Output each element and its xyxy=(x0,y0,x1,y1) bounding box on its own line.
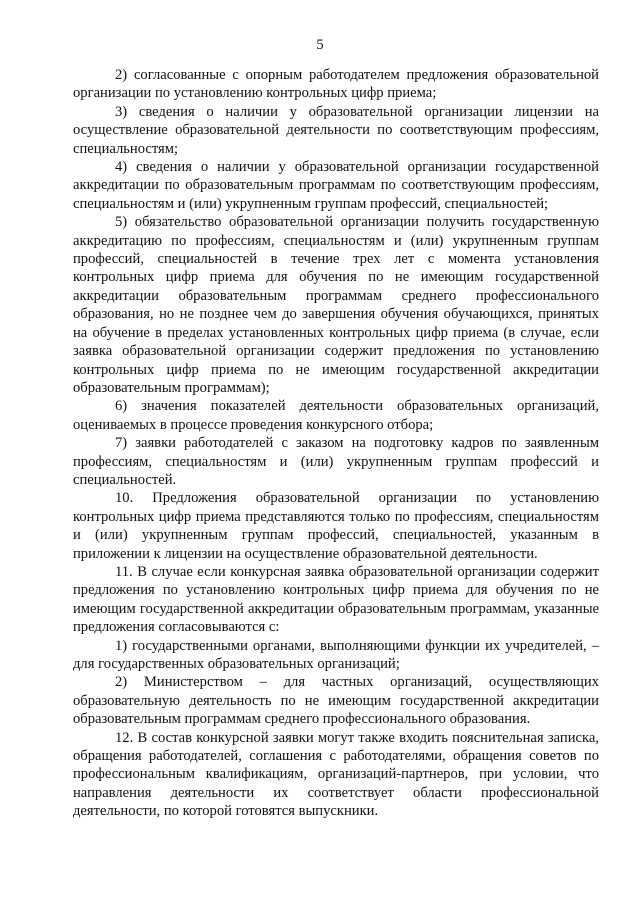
paragraph-clause-11-item-2: 2) Министерством – для частных организаций, осуществляющих образовательную деятельность по не имеющим государственной аккредитации образовательным программам среднего профессионального образования. xyxy=(73,674,599,728)
paragraph-item-2: 2) согласованные с опорным работодателем предложения образовательной организации по установлению контрольных цифр приема; xyxy=(73,67,599,102)
document-body xyxy=(73,66,599,821)
paragraph-item-3: 3) сведения о наличии у образовательной организации лицензии на осуществление образовательной деятельности по соответствующим профессиям, специальностям; xyxy=(73,103,599,157)
paragraph-item-6: 6) значения показателей деятельности образовательных организаций, оцениваемых в процессе проведения конкурсного отбора; xyxy=(73,398,599,433)
paragraph-item-7: 7) заявки работодателей с заказом на подготовку кадров по заявленным профессиям, специальностям и (или) укрупненным группам профессий и специальностей. xyxy=(73,435,599,488)
paragraph-clause-11-item-1: 1) государственными органами, выполняющими функции их учредителей, – для государственных образовательных организаций; xyxy=(73,637,599,672)
paragraph-item-4: 4) сведения о наличии у образовательной организации государственной аккредитации по образовательным программам по соответствующим профессиям, специальностям и (или) укрупненным группам профессий, специальностей; xyxy=(73,159,599,212)
paragraph-item-5: 5) обязательство образовательной организации получить государственную аккредитацию по профессиям, специальностям и (или) укрупненным группам профессий, специальностей в течение трех лет с момента установления контрольных цифр приема для обучения по не имеющим государственной аккредитации образовательным программам среднего профессионального образования, но не позднее чем до завершения обучения обучающихся, принятых на обучение в пределах установленных контрольных цифр приема (в случае, если заявка образовательной организации содержит предложения по установлению контрольных цифр приема по не имеющим государственной аккредитации образовательным программам); xyxy=(73,214,599,396)
paragraph-clause-12: 12. В состав конкурсной заявки могут также входить пояснительная записка, обращения работодателей, соглашения с работодателями, обращения советов по профессиональным квалификациям, организаций-партнеров, при условии, что направления деятельности их соответствует области профессиональной деятельности, по которой готовятся выпускники. xyxy=(73,729,599,820)
paragraph-clause-11: 11. В случае если конкурсная заявка образовательной организации содержит предложения по установлению контрольных цифр приема для обучения по не имеющим государственной аккредитации образовательным программам, указанные предложения согласовываются с: xyxy=(73,563,599,636)
paragraph-clause-10: 10. Предложения образовательной организации по установлению контрольных цифр приема представляются только по профессиям, специальностям и (или) укрупненным группам профессий, специальностей, указанным в приложении к лицензии на осуществление образовательной деятельности. xyxy=(73,490,599,562)
page-number: 5 xyxy=(316,37,324,53)
